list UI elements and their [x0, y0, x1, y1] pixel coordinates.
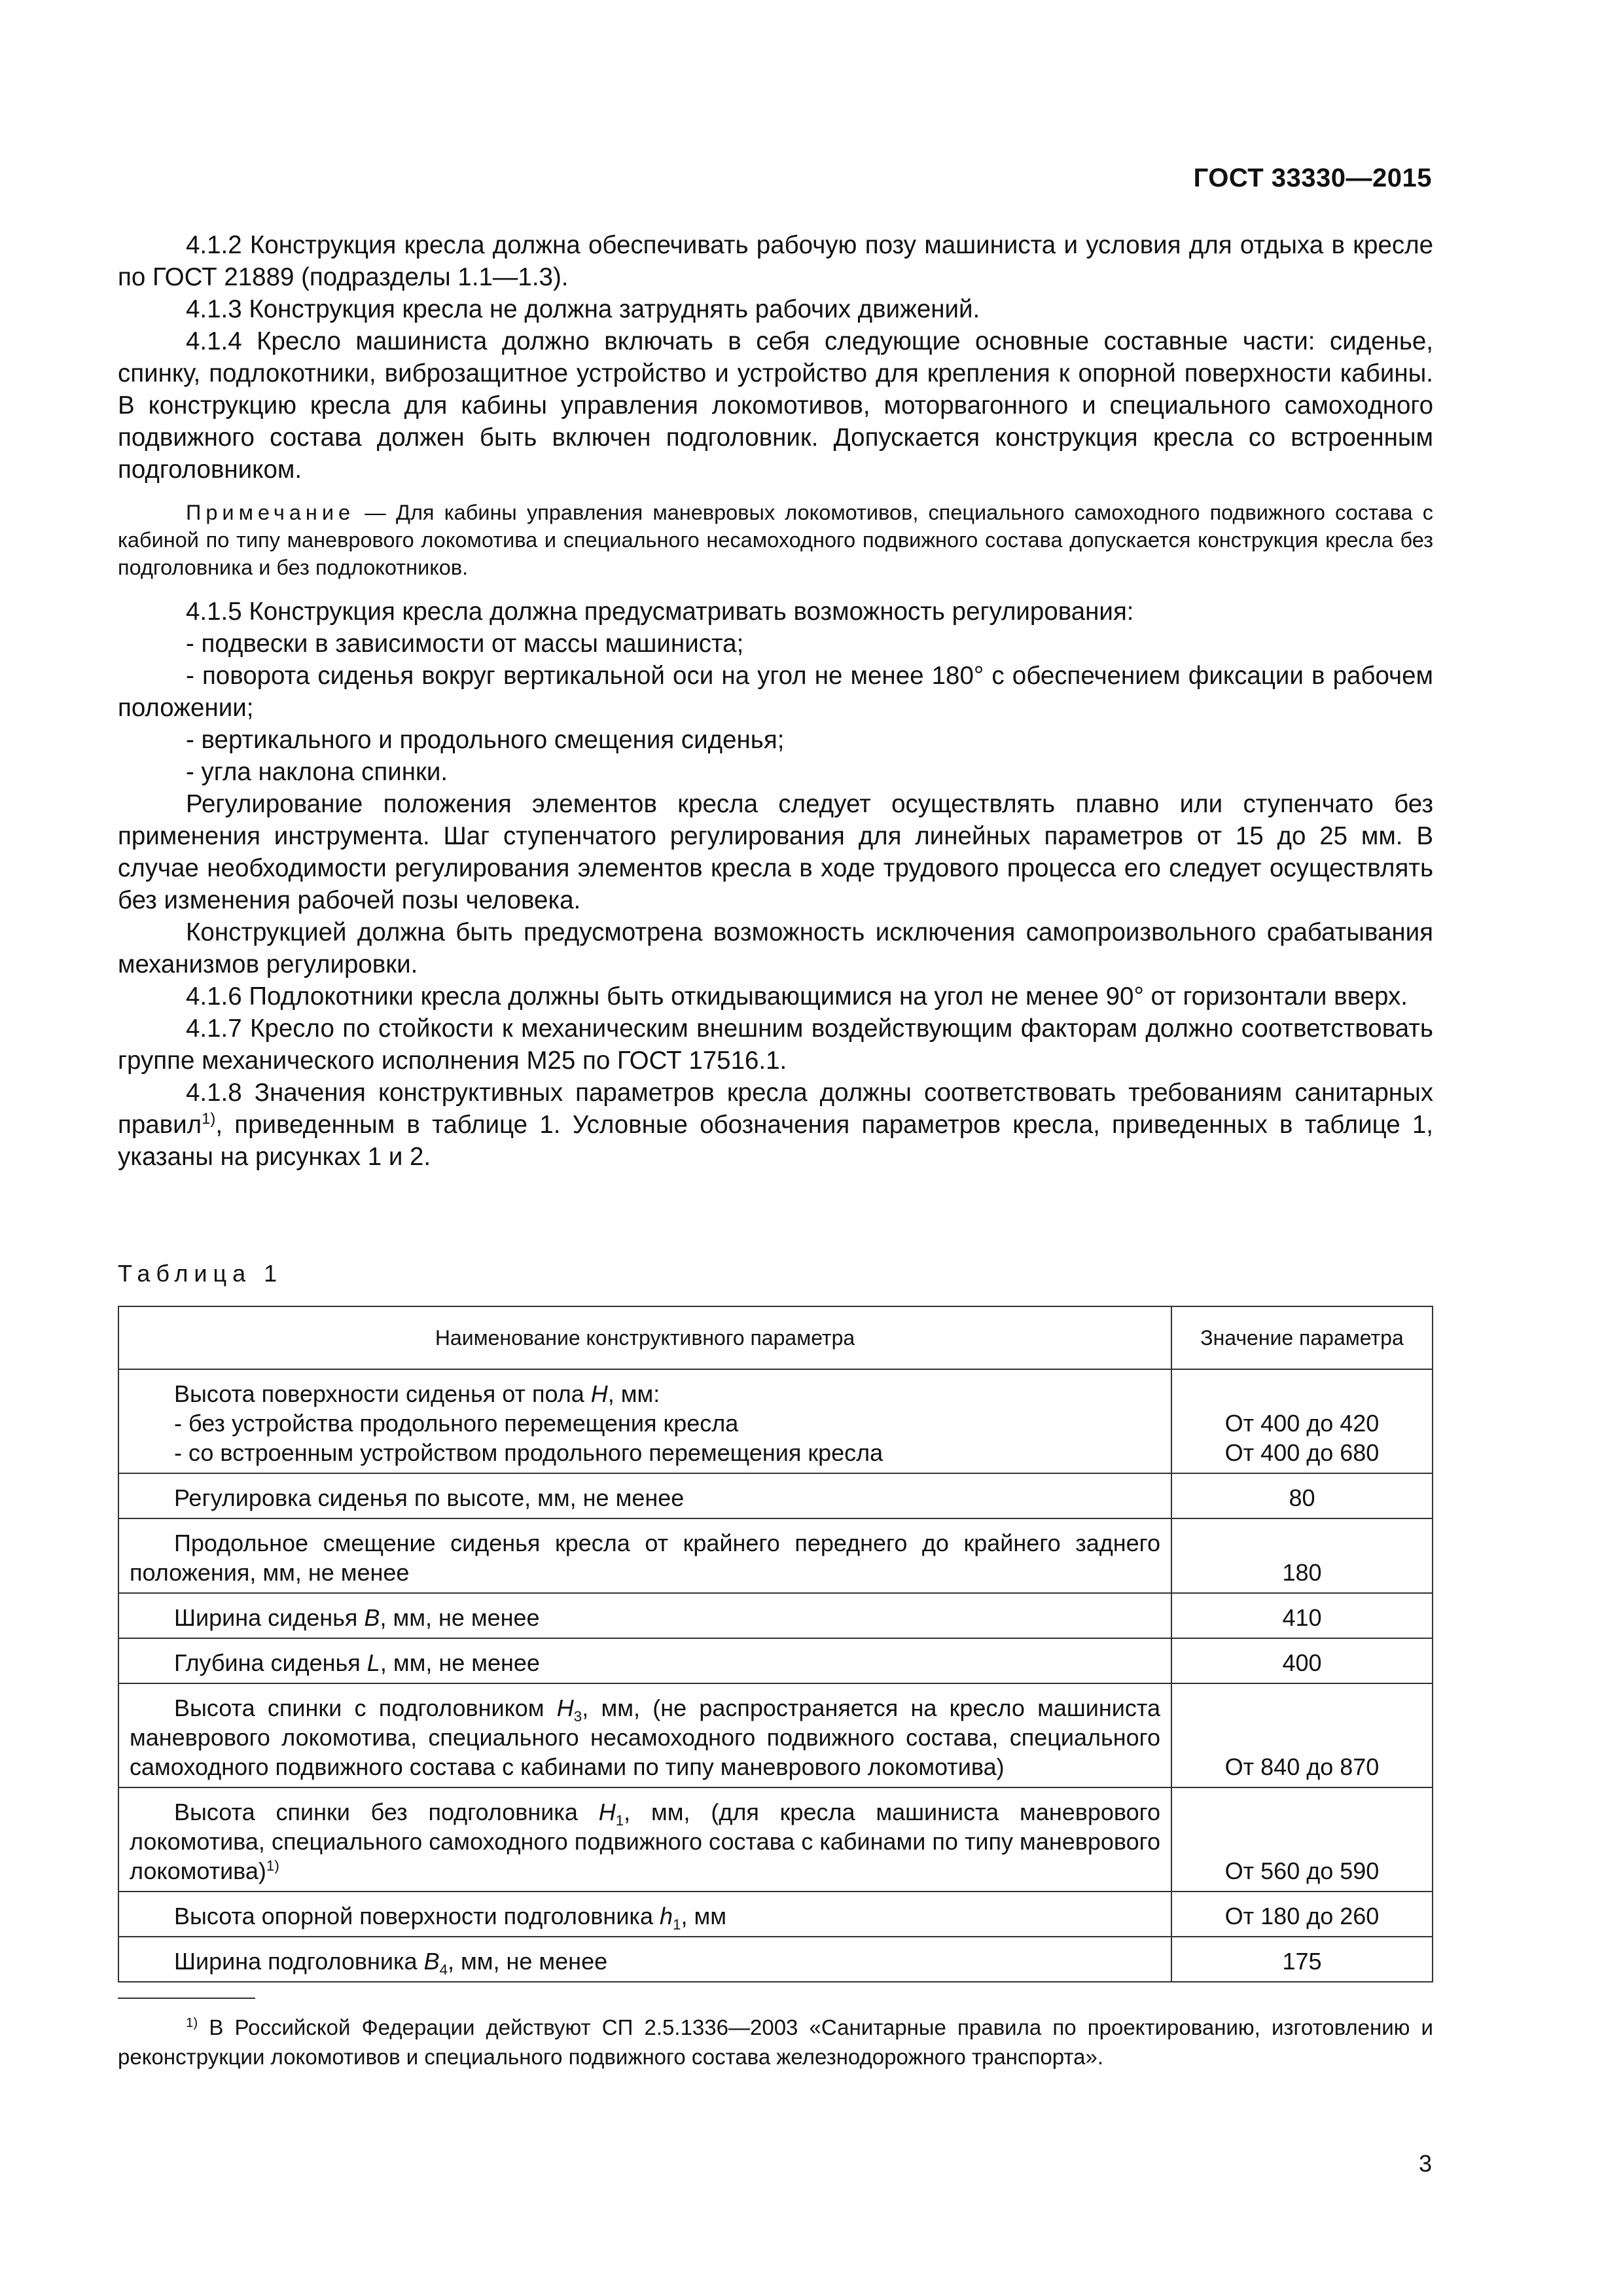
- symbol-subscript: 4: [439, 1962, 448, 1979]
- name-text: Высота поверхности сиденья от пола: [174, 1380, 591, 1407]
- parameter-value: От 560 до 590: [1171, 1787, 1433, 1892]
- parameter-title: [130, 1648, 1160, 1677]
- parameter-value: [1171, 1369, 1433, 1473]
- name-text: , мм: [681, 1903, 726, 1929]
- parameter-title: Регулировка сиденья по высоте, мм, не менее: [174, 1484, 685, 1511]
- paragraph-4-1-8-part-b: , приведенным в таблице 1. Условные обозначения параметров кресла, приведенных в таблице 1, указаны на рисунках 1 и 2.: [118, 1111, 1433, 1171]
- body-text: [118, 229, 1433, 1173]
- symbol-subscript: 3: [573, 1708, 582, 1725]
- list-item: - угла наклона спинки.: [186, 758, 448, 786]
- name-text: Высота опорной поверхности подголовника: [174, 1903, 660, 1929]
- footnote-ref: 1): [202, 1110, 216, 1128]
- table-row: [118, 1683, 1433, 1787]
- name-text: Высота спинки с подголовником: [174, 1695, 557, 1721]
- parameter-value: 175: [1171, 1937, 1433, 1982]
- name-text: , мм, не менее: [380, 1649, 540, 1676]
- name-text: Высота спинки без подголовника: [174, 1799, 599, 1825]
- parameter-title: [130, 1946, 1160, 1979]
- name-text: , мм:: [607, 1380, 660, 1407]
- sub-item: - без устройства продольного перемещения кресла: [174, 1410, 739, 1437]
- parameter-name: [118, 1638, 1171, 1683]
- parameter-title: Продольное смещение сиденья кресла от крайнего переднего до крайнего заднего положения, мм, не менее: [130, 1530, 1160, 1586]
- parameter-value: От 180 до 260: [1171, 1892, 1433, 1937]
- paragraph-4-1-3: 4.1.3 Конструкция кресла не должна затруднять рабочих движений.: [186, 295, 980, 323]
- list-item: - поворота сиденья вокруг вертикальной оси на угол не менее 180° с обеспечением фиксации в рабочем положении;: [118, 662, 1433, 722]
- paragraph-4-1-6: 4.1.6 Подлокотники кресла должны быть откидывающимися на угол не менее 90° от горизонтали вверх.: [186, 982, 1408, 1011]
- name-text: , мм, не менее: [448, 1948, 608, 1975]
- name-text: Глубина сиденья: [174, 1649, 367, 1676]
- parameter-title: [130, 1901, 1160, 1931]
- note-text: — Для кабины управления маневровых локомотивов, специального самоходного подвижного состава с кабиной по типу маневрового локомотива и специального несамоходного подвижного состава допускается конструкция кресла без подголовника и без подлокотников.: [118, 501, 1433, 579]
- table-row: [118, 1892, 1433, 1937]
- symbol-subscript: 1: [673, 1916, 681, 1933]
- symbol: B: [364, 1604, 380, 1631]
- symbol: L: [366, 1649, 380, 1676]
- paragraph-4-1-4: 4.1.4 Кресло машиниста должно включать в себя следующие основные составные части: сиденье, спинку, подлокотники, виброзащитное устройство и устройство для крепления к опорной поверхности кабины. В конструкцию кресла для кабины управления локомотивов, моторвагонного и специального самоходного подвижного состава должен быть включен подголовник. Допускается конструкция кресла со встроенным подголовником.: [118, 327, 1433, 484]
- list-item: - вертикального и продольного смещения сиденья;: [186, 726, 785, 754]
- paragraph-4-1-8: [118, 1077, 1433, 1173]
- name-text: , мм, (для кресла машиниста маневрового локомотива, специального самоходного подвижного состава с кабинами по типу маневрового локомотива): [130, 1799, 1160, 1884]
- symbol: H: [556, 1695, 574, 1721]
- parameters-table: [118, 1306, 1433, 1982]
- parameter-value: 400: [1171, 1638, 1433, 1683]
- paragraph-4-1-5: 4.1.5 Конструкция кресла должна предусматривать возможность регулирования:: [186, 598, 1134, 626]
- table-row: [118, 1593, 1433, 1638]
- parameter-name: [118, 1787, 1171, 1892]
- column-header-value: Значение параметра: [1171, 1306, 1433, 1369]
- note: [118, 499, 1433, 581]
- table-row: [118, 1638, 1433, 1683]
- symbol: h: [660, 1903, 673, 1929]
- parameter-title: [130, 1603, 1160, 1632]
- parameter-name: [118, 1892, 1171, 1937]
- parameter-name: [118, 1683, 1171, 1787]
- symbol: H: [590, 1380, 608, 1407]
- name-text: Ширина сиденья: [174, 1604, 365, 1631]
- parameter-value: 80: [1171, 1473, 1433, 1518]
- table-row: [118, 1787, 1433, 1892]
- table-caption: Таблица 1: [118, 1260, 283, 1287]
- paragraph-4-1-7: 4.1.7 Кресло по стойкости к механическим внешним воздействующим факторам должно соответствовать группе механического исполнения М25 по ГОСТ 17516.1.: [118, 1014, 1433, 1075]
- page-number: 3: [1418, 2150, 1432, 2177]
- name-text: , мм, не менее: [380, 1604, 540, 1631]
- symbol: B: [423, 1948, 440, 1975]
- parameter-name: [118, 1593, 1171, 1638]
- document-header: ГОСТ 33330—2015: [1193, 164, 1432, 192]
- name-text: , мм, (не распространяется на кресло машиниста маневрового локомотива, специального несамоходного подвижного состава, специального самоходного подвижного состава с кабинами по типу маневрового локомотива): [130, 1695, 1160, 1780]
- value-line: От 400 до 680: [1224, 1439, 1380, 1466]
- footnote: [118, 2013, 1433, 2072]
- parameter-value: 180: [1171, 1518, 1433, 1593]
- table-row: [118, 1937, 1433, 1982]
- paragraph-4-1-2: 4.1.2 Конструкция кресла должна обеспечивать рабочую позу машиниста и условия для отдыха в кресле по ГОСТ 21889 (подразделы 1.1—1.3).: [118, 231, 1433, 291]
- paragraph-4-1-8-part-a: 4.1.8 Значения конструктивных параметров кресла должны соответствовать требованиям санитарных правил: [118, 1079, 1433, 1139]
- list-item: - подвески в зависимости от массы машиниста;: [186, 630, 744, 658]
- footnote-mark: 1): [186, 2015, 198, 2030]
- column-header-name: Наименование конструктивного параметра: [118, 1306, 1171, 1369]
- parameter-name: [118, 1937, 1171, 1982]
- table-row: [118, 1369, 1433, 1473]
- parameter-name: [118, 1518, 1171, 1593]
- parameter-title: [130, 1379, 1160, 1408]
- table-row: [118, 1473, 1433, 1518]
- name-text: Ширина подголовника: [174, 1948, 424, 1975]
- symbol: H: [598, 1799, 616, 1825]
- parameter-title: [130, 1797, 1160, 1886]
- parameter-title: [130, 1693, 1160, 1782]
- parameter-value: От 840 до 870: [1171, 1683, 1433, 1787]
- paragraph-construction: Конструкцией должна быть предусмотрена возможность исключения самопроизвольного срабатывания механизмов регулировки.: [118, 918, 1433, 978]
- footnote-divider: [118, 1998, 255, 1999]
- symbol-subscript: 1: [615, 1812, 624, 1829]
- sub-item: - со встроенным устройством продольного перемещения кресла: [174, 1439, 883, 1466]
- value-line: От 400 до 420: [1224, 1410, 1380, 1437]
- footnote-ref: 1): [266, 1857, 279, 1874]
- parameter-name: [118, 1369, 1171, 1473]
- table-row: [118, 1518, 1433, 1593]
- note-label: Примечание: [186, 501, 355, 524]
- parameter-value: 410: [1171, 1593, 1433, 1638]
- table-header-row: [118, 1306, 1433, 1369]
- parameter-name: [118, 1473, 1171, 1518]
- footnote-text: В Российской Федерации действуют СП 2.5.1336—2003 «Санитарные правила по проектированию, изготовлению и реконструкции локомотивов и специального подвижного состава железнодорожного транспорта».: [118, 2015, 1433, 2069]
- paragraph-regulation: Регулирование положения элементов кресла следует осуществлять плавно или ступенчато без применения инструмента. Шаг ступенчатого регулирования для линейных параметров от 15 до 25 мм. В случае необходимости регулирования элементов кресла в ходе трудового процесса его следует осуществлять без изменения рабочей позы человека.: [118, 790, 1433, 914]
